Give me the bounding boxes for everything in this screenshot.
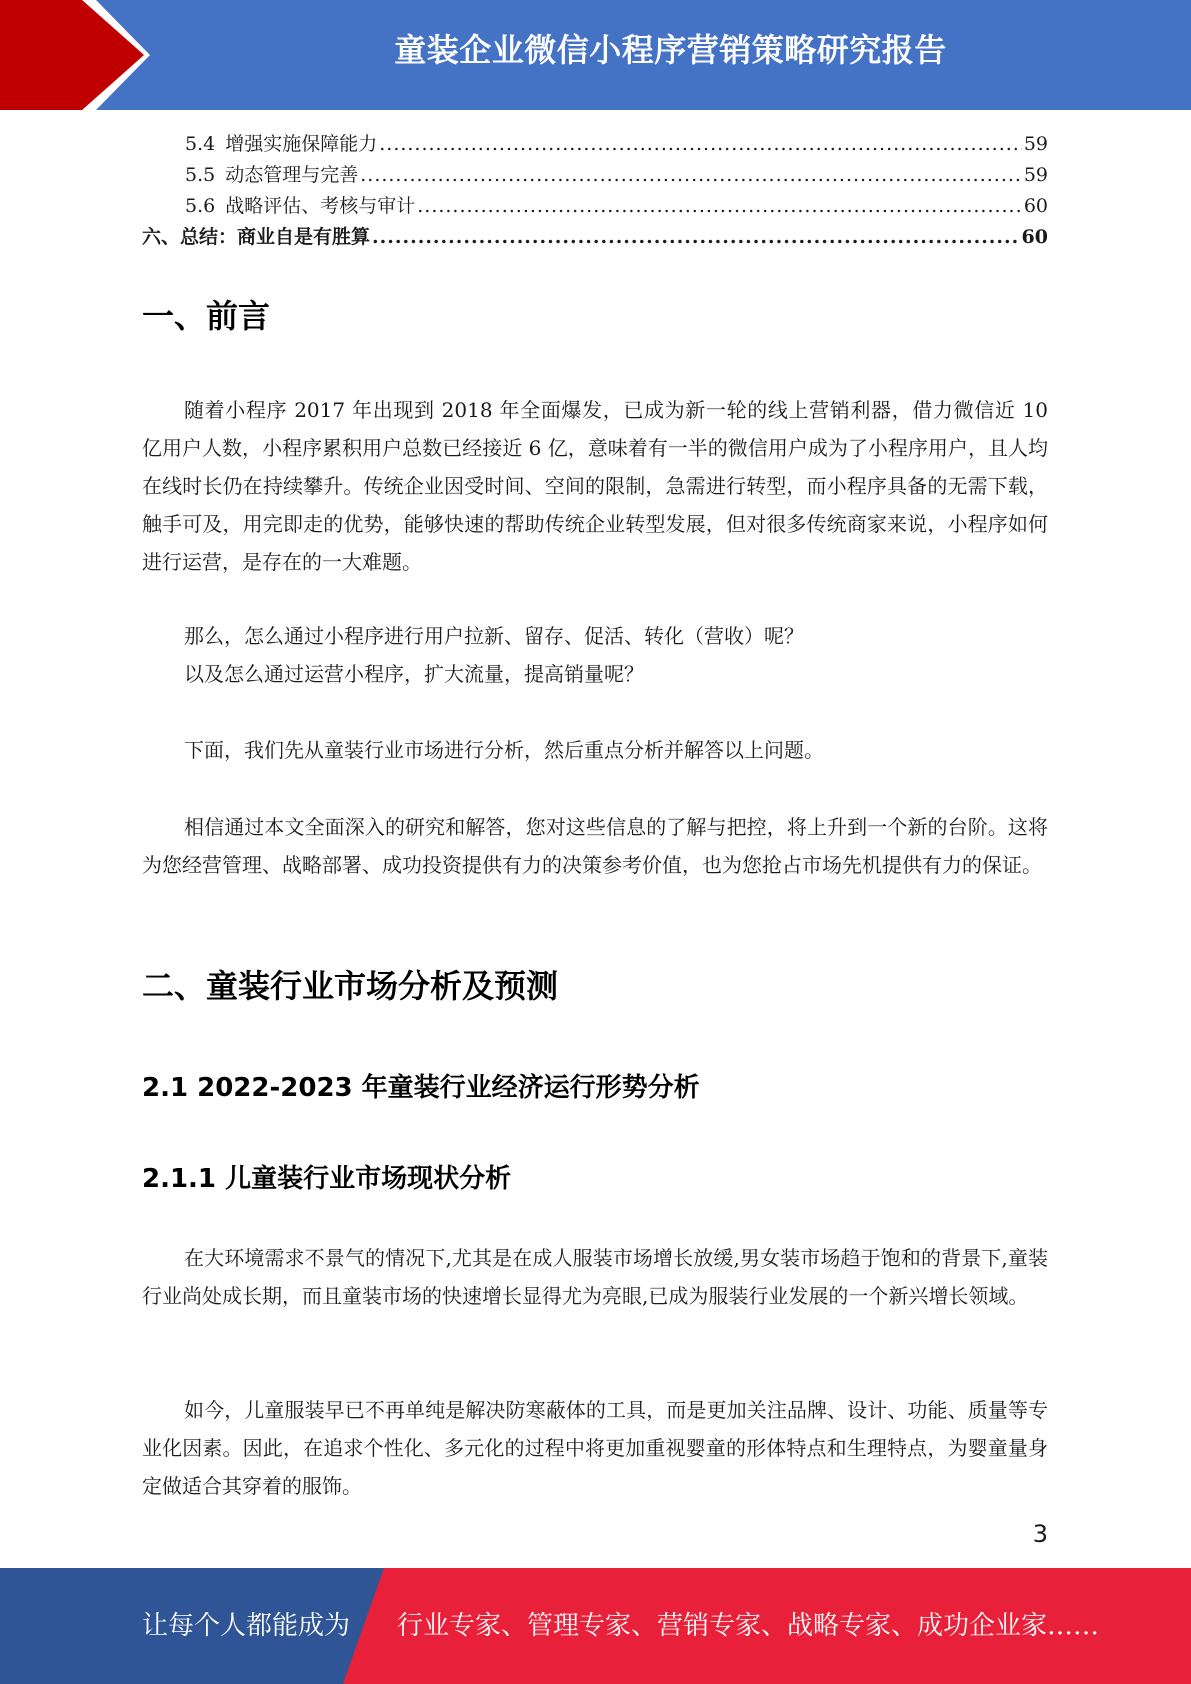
toc-item-number: 5.6 [185,195,216,217]
toc-leader-dots [379,129,1022,160]
paragraph: 如今，儿童服装早已不再单纯是解决防寒蔽体的工具，而是更加关注品牌、设计、功能、质量等专业化因素。因此，在追求个性化、多元化的过程中将更加重视婴童的形体特点和生理特点，为婴童量身定做适合其穿着的服饰。 [142,1398,1048,1498]
toc-item[interactable] [142,160,1048,191]
subsection-heading: 2.1 2022-2023 年童装行业经济运行形势分析 [142,1073,700,1103]
toc-item[interactable] [142,222,1048,253]
footer-slogan-right: 行业专家、管理专家、营销专家、战略专家、成功企业家…… [397,1611,1100,1641]
toc-leader-dots [372,222,1020,253]
page-number: 3 [1032,1520,1048,1548]
paragraph: 相信通过本文全面深入的研究和解答，您对这些信息的了解与把控，将上升到一个新的台阶。这将为您经营管理、战略部署、成功投资提供有力的决策参考价值，也为您抢占市场先机提供有力的保证。 [142,815,1048,877]
paragraph: 那么，怎么通过小程序进行用户拉新、留存、促活、转化（营收）呢？ [184,624,804,648]
paragraph: 随着小程序 2017 年出现到 2018 年全面爆发，已成为新一轮的线上营销利器，借力微信近 10 亿用户人数，小程序累积用户总数已经接近 6 亿，意味着有一半的微信用户成为了小程序用户，且人均在线时长仍在持续攀升。传统企业因受时间、空间的限制，急需进行转型，而小程序具备的无需下载，触手可及，用完即走的优势，能够快速的帮助传统企业转型发展，但对很多传统商家来说，小程序如何进行运营，是存在的一大难题。 [142,398,1048,574]
toc-item[interactable] [142,129,1048,160]
footer-slogan-left: 让每个人都能成为 [142,1611,351,1641]
toc-item-title: 六、总结：商业自是有胜算 [142,226,371,248]
toc-item-number: 5.4 [185,133,216,155]
header-chevron [0,0,144,110]
paragraph: 在大环境需求不景气的情况下,尤其是在成人服装市场增长放缓,男女装市场趋于饱和的背景下,童装行业尚处成长期，而且童装市场的快速增长显得尤为亮眼,已成为服装行业发展的一个新兴增长领域。 [142,1246,1048,1308]
page-header [0,0,1191,110]
toc-leader-dots [417,191,1022,222]
toc-leader-dots [360,160,1022,191]
report-title: 童装企业微信小程序营销策略研究报告 [394,31,947,69]
toc-item-title: 增强实施保障能力 [225,133,378,155]
toc-item-page: 59 [1023,164,1048,186]
toc-item-page: 59 [1023,133,1048,155]
paragraph: 下面，我们先从童装行业市场进行分析，然后重点分析并解答以上问题。 [184,738,824,762]
subsection-heading: 2.1.1 儿童装行业市场现状分析 [142,1164,512,1194]
page-footer [0,1568,1191,1684]
toc-item-page: 60 [1021,226,1048,248]
paragraph: 以及怎么通过运营小程序，扩大流量，提高销量呢？ [184,662,644,686]
toc-item-title: 动态管理与完善 [225,164,359,186]
toc-item[interactable] [142,191,1048,222]
section-heading: 一、前言 [142,297,271,335]
toc-item-title: 战略评估、考核与审计 [225,195,416,217]
section-heading: 二、童装行业市场分析及预测 [142,967,559,1005]
table-of-contents [142,129,1048,253]
toc-item-number: 5.5 [185,164,216,186]
toc-item-page: 60 [1023,195,1048,217]
